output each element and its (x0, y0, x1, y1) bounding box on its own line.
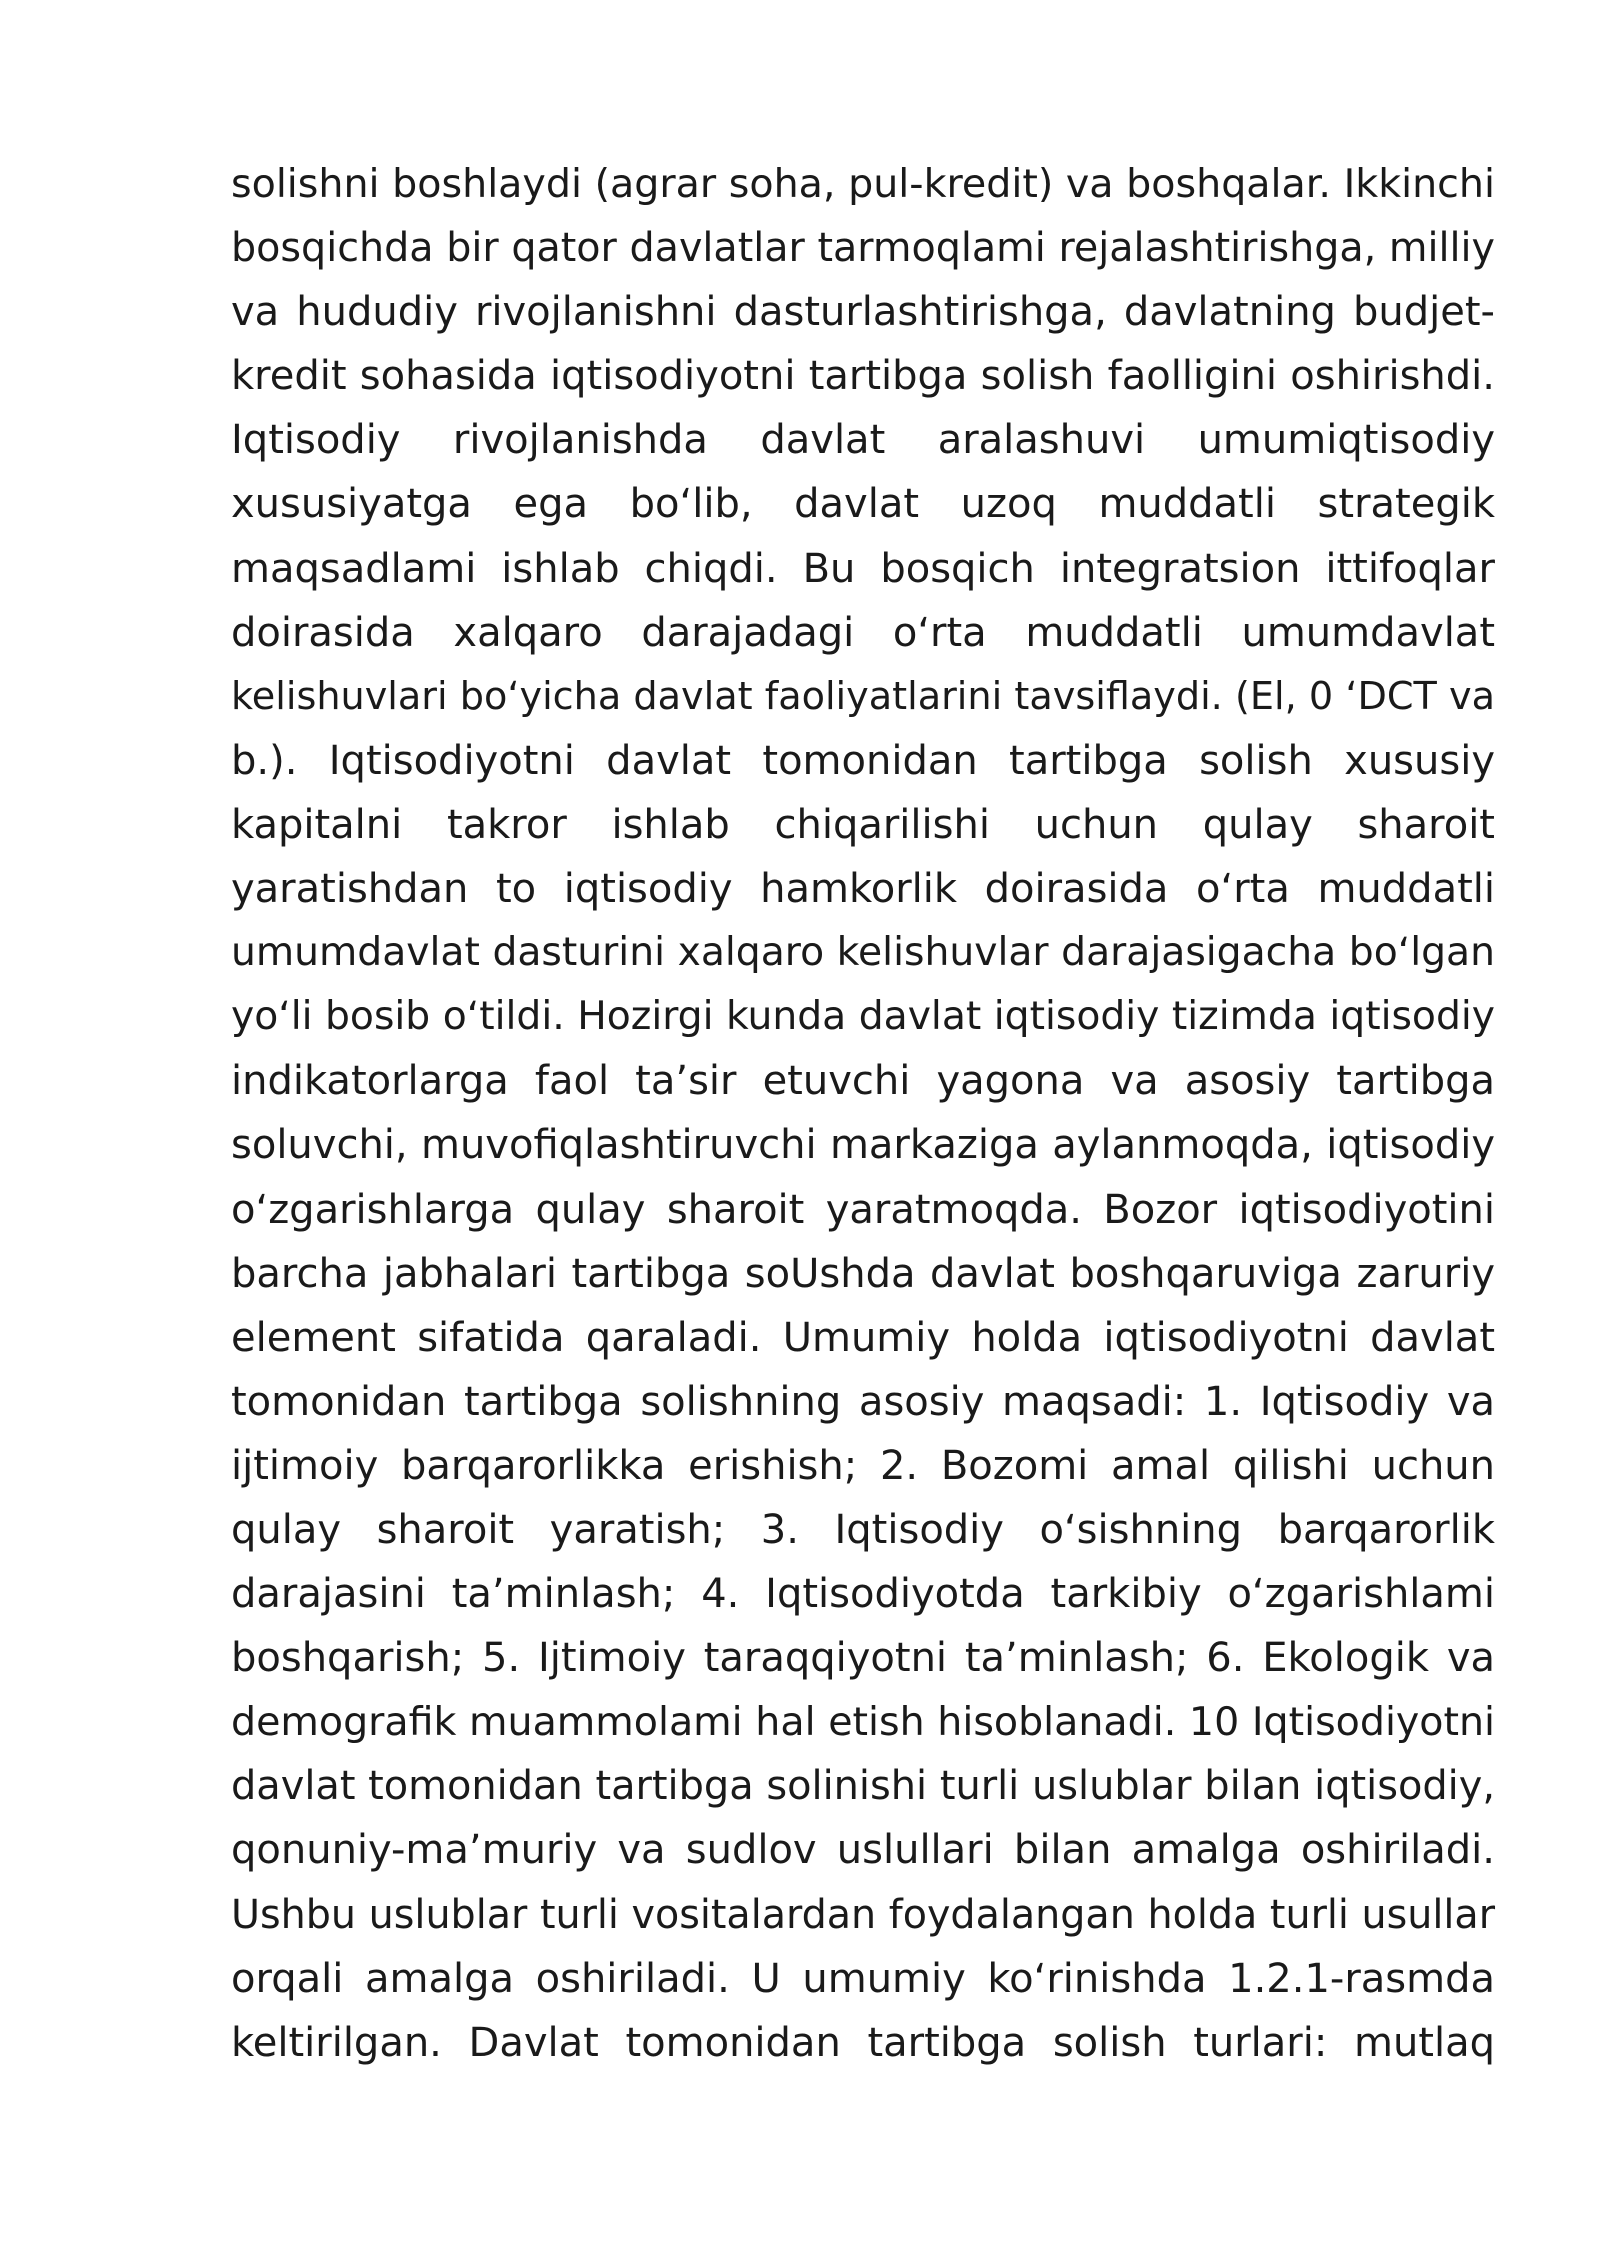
text-line: b.). Iqtisodiyotni davlat tomonidan tartibga solish xususiy (231, 737, 1495, 784)
body-paragraph (231, 152, 1495, 2075)
text-line: xususiyatga ega bo‘lib, davlat uzoq muddatli strategik (231, 481, 1495, 528)
text-line: element sifatida qaraladi. Umumiy holda iqtisodiyotni davlat (231, 1314, 1495, 1361)
text-line: Iqtisodiy rivojlanishda davlat aralashuvi umumiqtisodiy (231, 417, 1495, 464)
text-line: yaratishdan to iqtisodiy hamkorlik doirasida o‘rta muddatli (231, 866, 1495, 913)
text-line: Ushbu uslublar turli vositalardan foydalangan holda turli usullar (231, 1891, 1495, 1938)
text-line: soluvchi, muvofiqlashtiruvchi markaziga aylanmoqda, iqtisodiy (231, 1122, 1495, 1169)
text-line: yo‘li bosib o‘tildi. Hozirgi kunda davlat iqtisodiy tizimda iqtisodiy (231, 994, 1495, 1040)
text-line: keltirilgan. Davlat tomonidan tartibga solish turlari: mutlaq (231, 2019, 1495, 2066)
text-line: kapitalni takror ishlab chiqarilishi uchun qulay sharoit (231, 801, 1495, 848)
text-line: barcha jabhalari tartibga soUshda davlat boshqaruviga zaruriy (231, 1250, 1495, 1297)
text-line: tomonidan tartibga solishning asosiy maqsadi: 1. Iqtisodiy va (231, 1378, 1495, 1425)
text-line: orqali amalga oshiriladi. U umumiy ko‘rinishda 1.2.1-rasmda (231, 1955, 1495, 2002)
text-line: kredit sohasida iqtisodiyotni tartibga solish faolligini oshirishdi. (231, 353, 1495, 400)
text-line: solishni boshlaydi (agrar soha, pul-kredit) va boshqalar. Ikkinchi (231, 161, 1495, 207)
text-line: maqsadlami ishlab chiqdi. Bu bosqich integratsion ittifoqlar (231, 545, 1495, 592)
text-line: va hududiy rivojlanishni dasturlashtirishga, davlatning budjet- (231, 289, 1495, 336)
text-line: bosqichda bir qator davlatlar tarmoqlami rejalashtirishga, milliy (231, 225, 1495, 272)
text-line: kelishuvlari bo‘yicha davlat faoliyatlarini tavsiflaydi. (El, 0 ‘DCT va (231, 674, 1495, 719)
text-line: indikatorlarga faol ta’sir etuvchi yagona va asosiy tartibga (231, 1058, 1495, 1105)
text-line: ijtimoiy barqarorlikka erishish; 2. Bozomi amal qilishi uchun (231, 1442, 1495, 1489)
text-line: qulay sharoit yaratish; 3. Iqtisodiy o‘sishning barqarorlik (231, 1506, 1495, 1553)
text-line: qonuniy-ma’muriy va sudlov uslullari bilan amalga oshiriladi. (231, 1827, 1495, 1874)
text-line: darajasini ta’minlash; 4. Iqtisodiyotda tarkibiy o‘zgarishlami (231, 1571, 1495, 1618)
text-line: umumdavlat dasturini xalqaro kelishuvlar darajasigacha bo‘lgan (231, 930, 1495, 976)
text-line: demografik muammolami hal etish hisoblanadi. 10 Iqtisodiyotni (231, 1699, 1495, 1746)
text-line: doirasida xalqaro darajadagi o‘rta muddatli umumdavlat (231, 609, 1495, 656)
text-line: davlat tomonidan tartibga solinishi turli uslublar bilan iqtisodiy, (231, 1763, 1495, 1810)
text-line: boshqarish; 5. Ijtimoiy taraqqiyotni ta’minlash; 6. Ekologik va (231, 1635, 1495, 1682)
text-line: o‘zgarishlarga qulay sharoit yaratmoqda. Bozor iqtisodiyotini (231, 1186, 1495, 1233)
